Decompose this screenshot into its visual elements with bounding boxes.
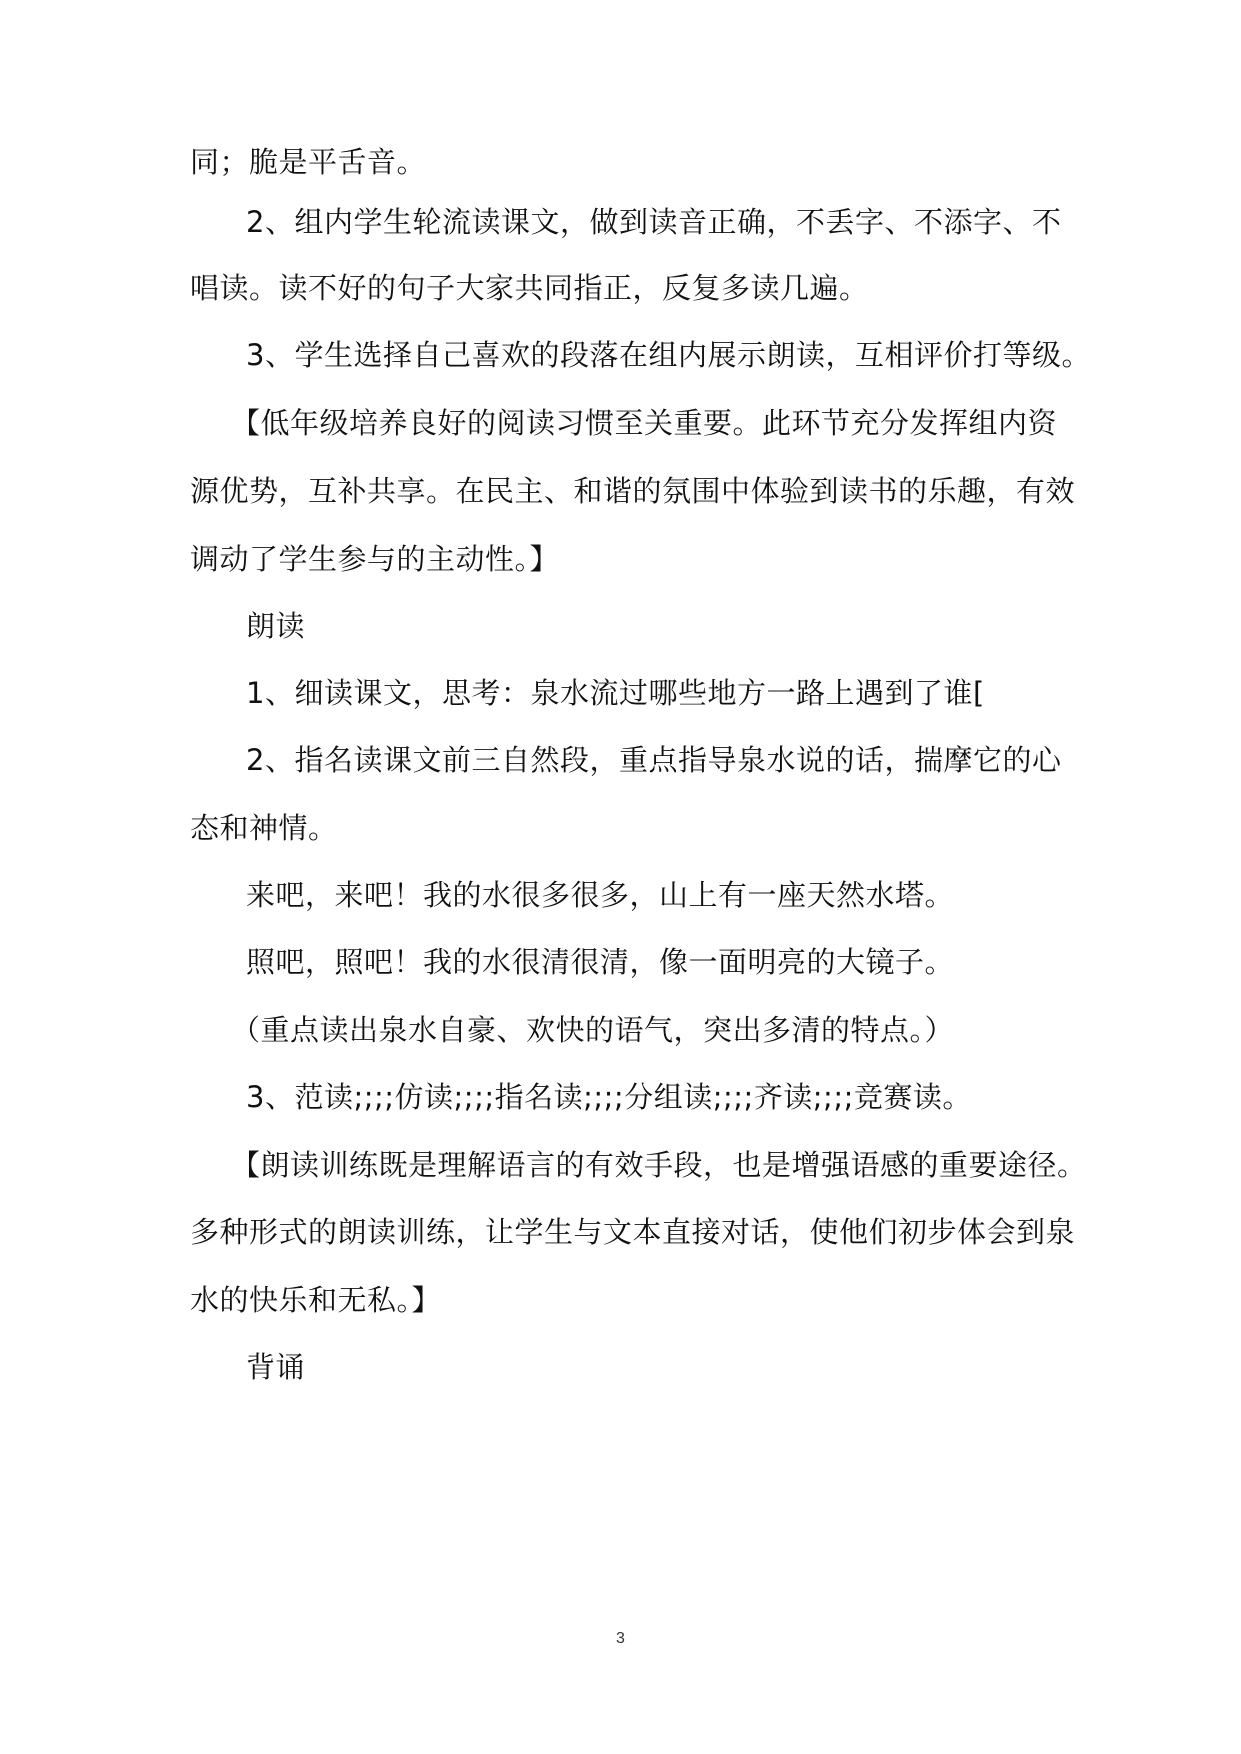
text-line-14: （重点读出泉水自豪、欢快的语气，突出多清的特点。） <box>231 1013 955 1047</box>
text-line-15: 3、范读;;;;仿读;;;;指名读;;;;分组读;;;;齐读;;;;竞赛读。 <box>246 1080 972 1114</box>
text-line-16: 【朗读训练既是理解语言的有效手段，也是增强语感的重要途径。 <box>231 1148 1087 1182</box>
text-line-1: 同；脆是平舌音。 <box>190 145 427 179</box>
page-number: 3 <box>616 1630 625 1647</box>
text-line-10: 2、指名读课文前三自然段，重点指导泉水说的话，揣摩它的心 <box>246 743 1062 777</box>
text-line-7: 调动了学生参与的主动性。】 <box>190 542 560 576</box>
text-line-9: 1、细读课文，思考：泉水流过哪些地方一路上遇到了谁[ <box>246 676 985 710</box>
text-line-4: 3、学生选择自己喜欢的段落在组内展示朗读，互相评价打等级。 <box>246 338 1091 372</box>
text-line-11: 态和神情。 <box>190 811 338 845</box>
text-line-3: 唱读。读不好的句子大家共同指正，反复多读几遍。 <box>190 271 869 305</box>
text-line-18: 水的快乐和无私。】 <box>190 1283 442 1317</box>
text-line-5: 【低年级培养良好的阅读习惯至关重要。此环节充分发挥组内资 <box>231 406 1058 440</box>
text-line-2: 2、组内学生轮流读课文，做到读音正确，不丢字、不添字、不 <box>246 205 1062 239</box>
text-line-13: 照吧，照吧！我的水很清很清，像一面明亮的大镜子。 <box>246 945 955 979</box>
text-line-12: 来吧，来吧！我的水很多很多，山上有一座天然水塔。 <box>246 878 955 912</box>
text-line-6: 源优势，互补共享。在民主、和谐的氛围中体验到读书的乐趣，有效 <box>190 474 1076 508</box>
section-heading-reading: 朗读 <box>246 609 306 643</box>
text-line-17: 多种形式的朗读训练，让学生与文本直接对话，使他们初步体会到泉 <box>190 1215 1076 1249</box>
section-heading-recitation: 背诵 <box>246 1350 306 1384</box>
